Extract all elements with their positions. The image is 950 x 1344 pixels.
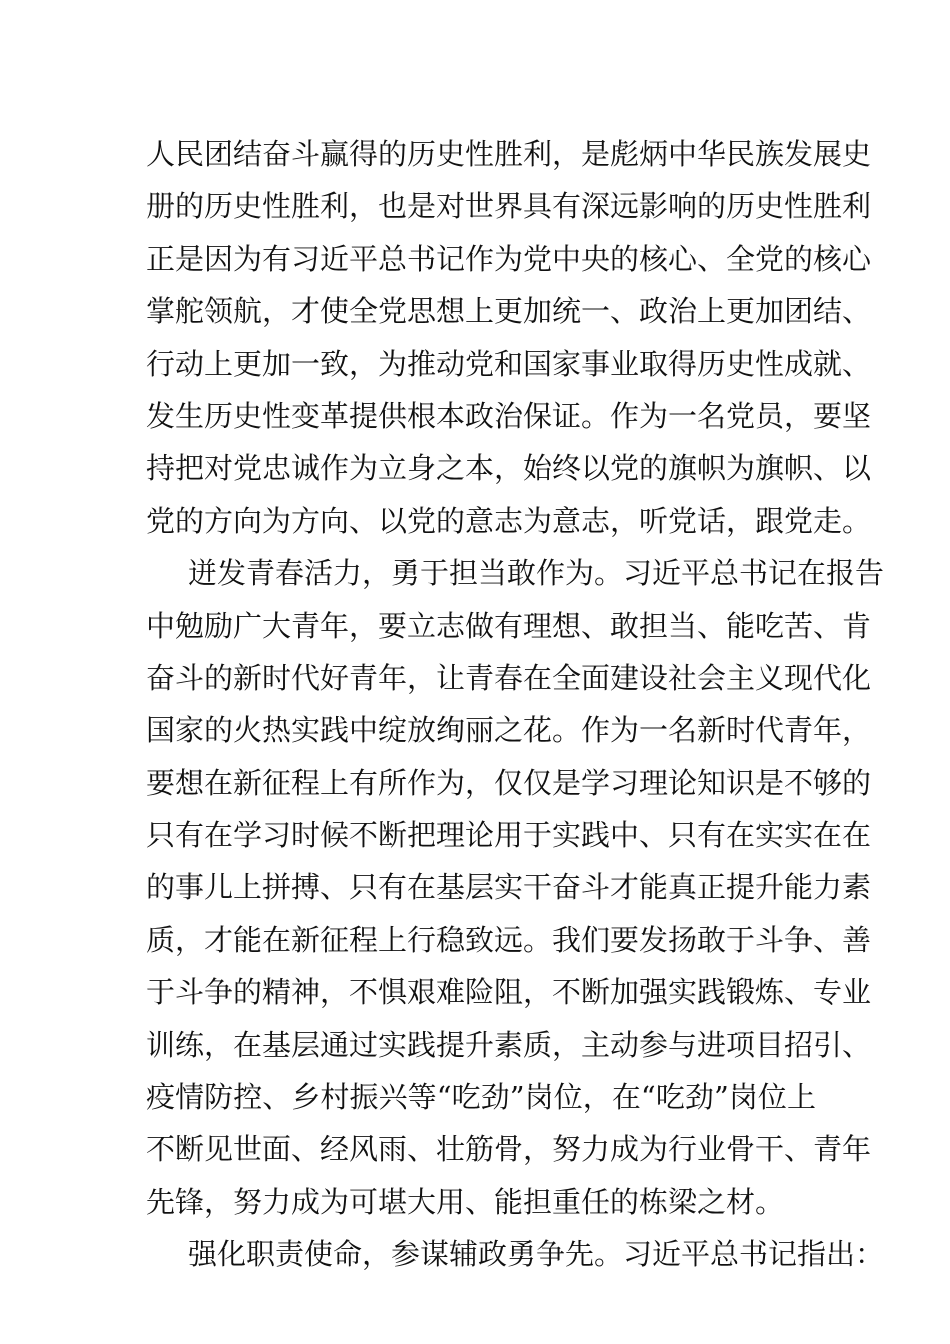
paragraph-first-line: 迸发青春活力，勇于担当敢作为。习近平总书记在报告 [188, 556, 885, 591]
text-line: 行动上更加一致，为推动党和国家事业取得历史性成就、 [146, 346, 872, 381]
text-line: 于斗争的精神，不惧艰难险阻，不断加强实践锻炼、专业 [146, 975, 872, 1010]
text-line: 只有在学习时候不断把理论用于实践中、只有在实实在在 [146, 818, 872, 853]
paragraph-first-line: 强化职责使命，参谋辅政勇争先。习近平总书记指出： [188, 1237, 885, 1272]
text-line: 发生历史性变革提供根本政治保证。作为一名党员，要坚 [146, 398, 872, 433]
text-line: 人民团结奋斗赢得的历史性胜利，是彪炳中华民族发展史 [146, 137, 872, 171]
text-line: 持把对党忠诚作为立身之本，始终以党的旗帜为旗帜、以 [146, 451, 872, 486]
text-line: 掌舵领航，才使全党思想上更加统一、政治上更加团结、 [146, 294, 872, 329]
text-line: 奋斗的新时代好青年，让青春在全面建设社会主义现代化 [146, 660, 872, 695]
text-line: 党的方向为方向、以党的意志为意志，听党话，跟党走。 [146, 503, 872, 538]
text-line: 要想在新征程上有所作为，仅仅是学习理论知识是不够的 [146, 765, 872, 800]
text-line: 中勉励广大青年，要立志做有理想、敢担当、能吃苦、肯 [146, 608, 872, 643]
text-line: 正是因为有习近平总书记作为党中央的核心、全党的核心 [146, 241, 872, 276]
document-body [146, 128, 885, 1281]
text-line: 的事儿上拼搏、只有在基层实干奋斗才能真正提升能力素 [146, 870, 872, 905]
text-line: 质，才能在新征程上行稳致远。我们要发扬敢于斗争、善 [146, 922, 872, 957]
text-line: 先锋，努力成为可堪大用、能担重任的栋梁之材。 [146, 1184, 785, 1219]
text-line: 不断见世面、经风雨、壮筋骨，努力成为行业骨干、青年 [146, 1132, 872, 1167]
text-line: 训练，在基层通过实践提升素质，主动参与进项目招引、 [146, 1027, 872, 1062]
text-line: 册的历史性胜利，也是对世界具有深远影响的历史性胜利 [146, 189, 872, 224]
text-line: 国家的火热实践中绽放绚丽之花。作为一名新时代青年， [146, 713, 872, 748]
text-line: 疫情防控、乡村振兴等“吃劲”岗位，在“吃劲”岗位上 [146, 1080, 816, 1115]
